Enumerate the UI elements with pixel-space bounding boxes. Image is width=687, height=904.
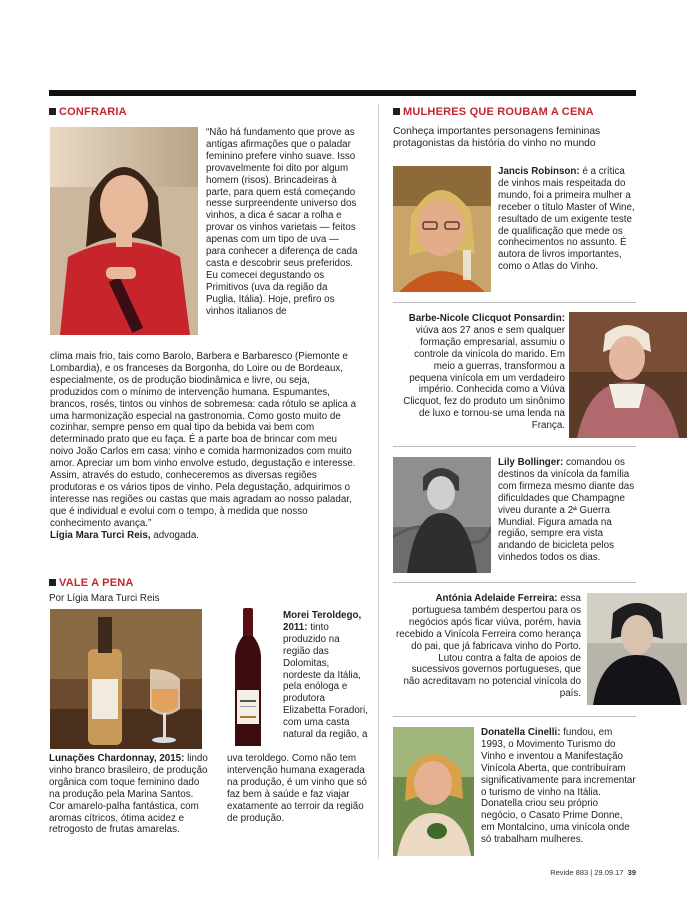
column-divider [378,104,379,859]
mulheres-heading: MULHERES QUE ROUBAM A CENA [393,106,594,118]
profile-text: essa portuguesa também despertou para os negócios após ficar viúva, porém, havia recebido a Vinícola Ferreira como herança do pai, que já fabricava vinho do Porto. Lutou contra a falta de apoios de sucessivos governos portugueses, que não acreditavam no potencial vinícola do país. [396,593,581,700]
mulheres-intro: Conheça importantes personagens femininas protagonistas da história do vinho no mundo [393,126,601,149]
vale-heading: VALE A PENA [49,577,134,589]
confraria-portrait-photo [50,127,198,335]
footer-issue: Revide 883 | 29.09.17 [550,868,624,877]
confraria-quote-continued: clima mais frio, tais como Barolo, Barbera e Barbaresco (Piemonte e Lombardia), e os franceses da Borgonha, do Loire ou de Bordeaux, especialmente, os de produção biodinâmica e livre, ou seja, produzidos com o mínimo de intervenção humana. Espumantes, brancos, rosés, tintos ou vinhos de sobremesa: cada rótulo se aplica a uma harmonização especial na gastronomia. Como gosto muito de cozinhar, sempre penso em qual tipo da bebida vai bem com determinado prato que eu faça. É a parte boa de brincar com meu noivo João Carlos em casa: vinho e comida harmonizados com muito amor. Apreciar um bom vinho envolve estudo, degustação e interesse. Assim, através do estudo, conheceremos as diversas regiões produtoras e os vários tipos de vinho. Pela degustação, adquirimos o interesse nas regiões ou castas que mais agradam ao nosso paladar, que é individual e evolui com o tempo, à medida que nosso conhecimento avança.” [50,351,357,529]
profile-donatella-cinelli [481,727,636,846]
profile-divider [393,716,636,717]
donatella-cinelli-photo [393,727,474,856]
antonia-adelaide-ferreira-portrait [587,593,687,705]
profile-lily-bollinger [498,457,636,564]
profile-name: Antónia Adelaide Ferreira: [435,593,558,604]
wine1-text: lindo vinho branco brasileiro, de produção orgânica com toque feminino dado na produção pela Marina Santos. Cor amarelo-palha fantástica, com aromas cítricos, ótima acidez e retrogosto de frutas amarelas. [49,753,208,836]
wine1-name: Lunações Chardonnay, 2015: [49,753,185,764]
profile-name: Lily Bollinger: [498,457,564,468]
wine2-text: tinto produzido na região das Dolomitas, nordeste da Itália, pela enóloga e produtora Elizabetta Foradori, com uma casta natural da região, a [283,621,368,741]
profile-antonia-adelaide-ferreira [393,593,581,700]
profile-name: Donatella Cinelli: [481,727,561,738]
profile-text: viúva aos 27 anos e sem qualquer formação empresarial, assumiu o controle da vinícola do marido. Em meio a guerras, transformou a pequena vinícola em um verdadeiro império. Conhecida como a Viúva Clicquot, fez do produto um sinônimo de luxo e tornou-se uma lenda na França. [403,324,565,432]
confraria-quote-top: “Não há fundamento que prove as antigas afirmações que o paladar feminino prefere vinho suave. Isso provavelmente foi dito por algum homem (risos). Brincadeiras à parte, para quem está começando nesse surpreendente universo dos vinhos, a dica é sacar a rolha e provar os vinhos varietais — feitos apenas com um tipo de uva — para conhecer a diferença de cada casta e descobrir seus preferidos. Eu comecei degustando os Primitivos (uva da região da Puglia, Itália). Hoje, prefiro os vinhos italianos de [206,127,358,317]
teroldego-bottle-photo [229,606,267,750]
jancis-robinson-photo [393,166,491,292]
section-square-icon [49,579,56,586]
profile-divider [393,582,636,583]
profile-divider [393,446,636,447]
confraria-heading: CONFRARIA [49,106,127,118]
confraria-author: Lígia Mara Turci Reis, [50,529,151,541]
top-rule-bar [49,90,636,96]
profile-barbe-nicole-clicquot [393,313,565,432]
section-square-icon [49,108,56,115]
wine2-name: Morei Teroldego, 2011: [283,610,362,633]
barbe-nicole-clicquot-portrait [569,312,687,438]
profile-name: Jancis Robinson: [498,166,580,177]
wine2-description-continued: uva teroldego. Como não tem intervenção humana exagerada na produção, é um vinho que só faz bem à saúde e faz viajar exatamente ao terroir da região de produção. [227,753,367,824]
section-square-icon [393,108,400,115]
profile-text: fundou, em 1993, o Movimento Turismo do Vinho e inventou a Manifestação Vinícola Aberta, que contribuíram significativamente para incrementar o turismo de vinho na Itália. Donatella criou seu próprio negócio, o Casato Prime Donne, em Montalcino, uma vinícola onde só trabalham mulheres. [481,727,636,846]
vale-byline: Por Lígia Mara Turci Reis [49,593,160,604]
page-number: 39 [627,868,636,877]
profile-divider [393,302,636,303]
profile-text: é a crítica de vinhos mais respeitada do mundo, foi a primeira mulher a receber o título Master of Wine, resultado de um exigente teste de qualificação que mede os conhecimentos no assunto. É autora de livros importantes, como o Atlas do Vinho. [498,166,635,273]
profile-name: Barbe-Nicole Clicquot Ponsardin: [408,313,565,324]
confraria-quote-bottom [50,351,360,542]
lunacoes-wine-photo [50,609,202,749]
wine1-description [49,753,209,836]
profile-jancis-robinson [498,166,636,273]
lily-bollinger-photo [393,457,491,573]
profile-text: comandou os destinos da vinícola da família com firmeza mesmo diante das dificuldades que Champagne viveu durante a 2ª Guerra Mundial. Figura amada na região, sempre era vista andando de bicicleta pelos vinhedos todos os dias. [498,457,635,564]
page-footer [550,868,636,877]
wine2-description [283,610,369,741]
confraria-author-role: advogada. [150,529,200,541]
